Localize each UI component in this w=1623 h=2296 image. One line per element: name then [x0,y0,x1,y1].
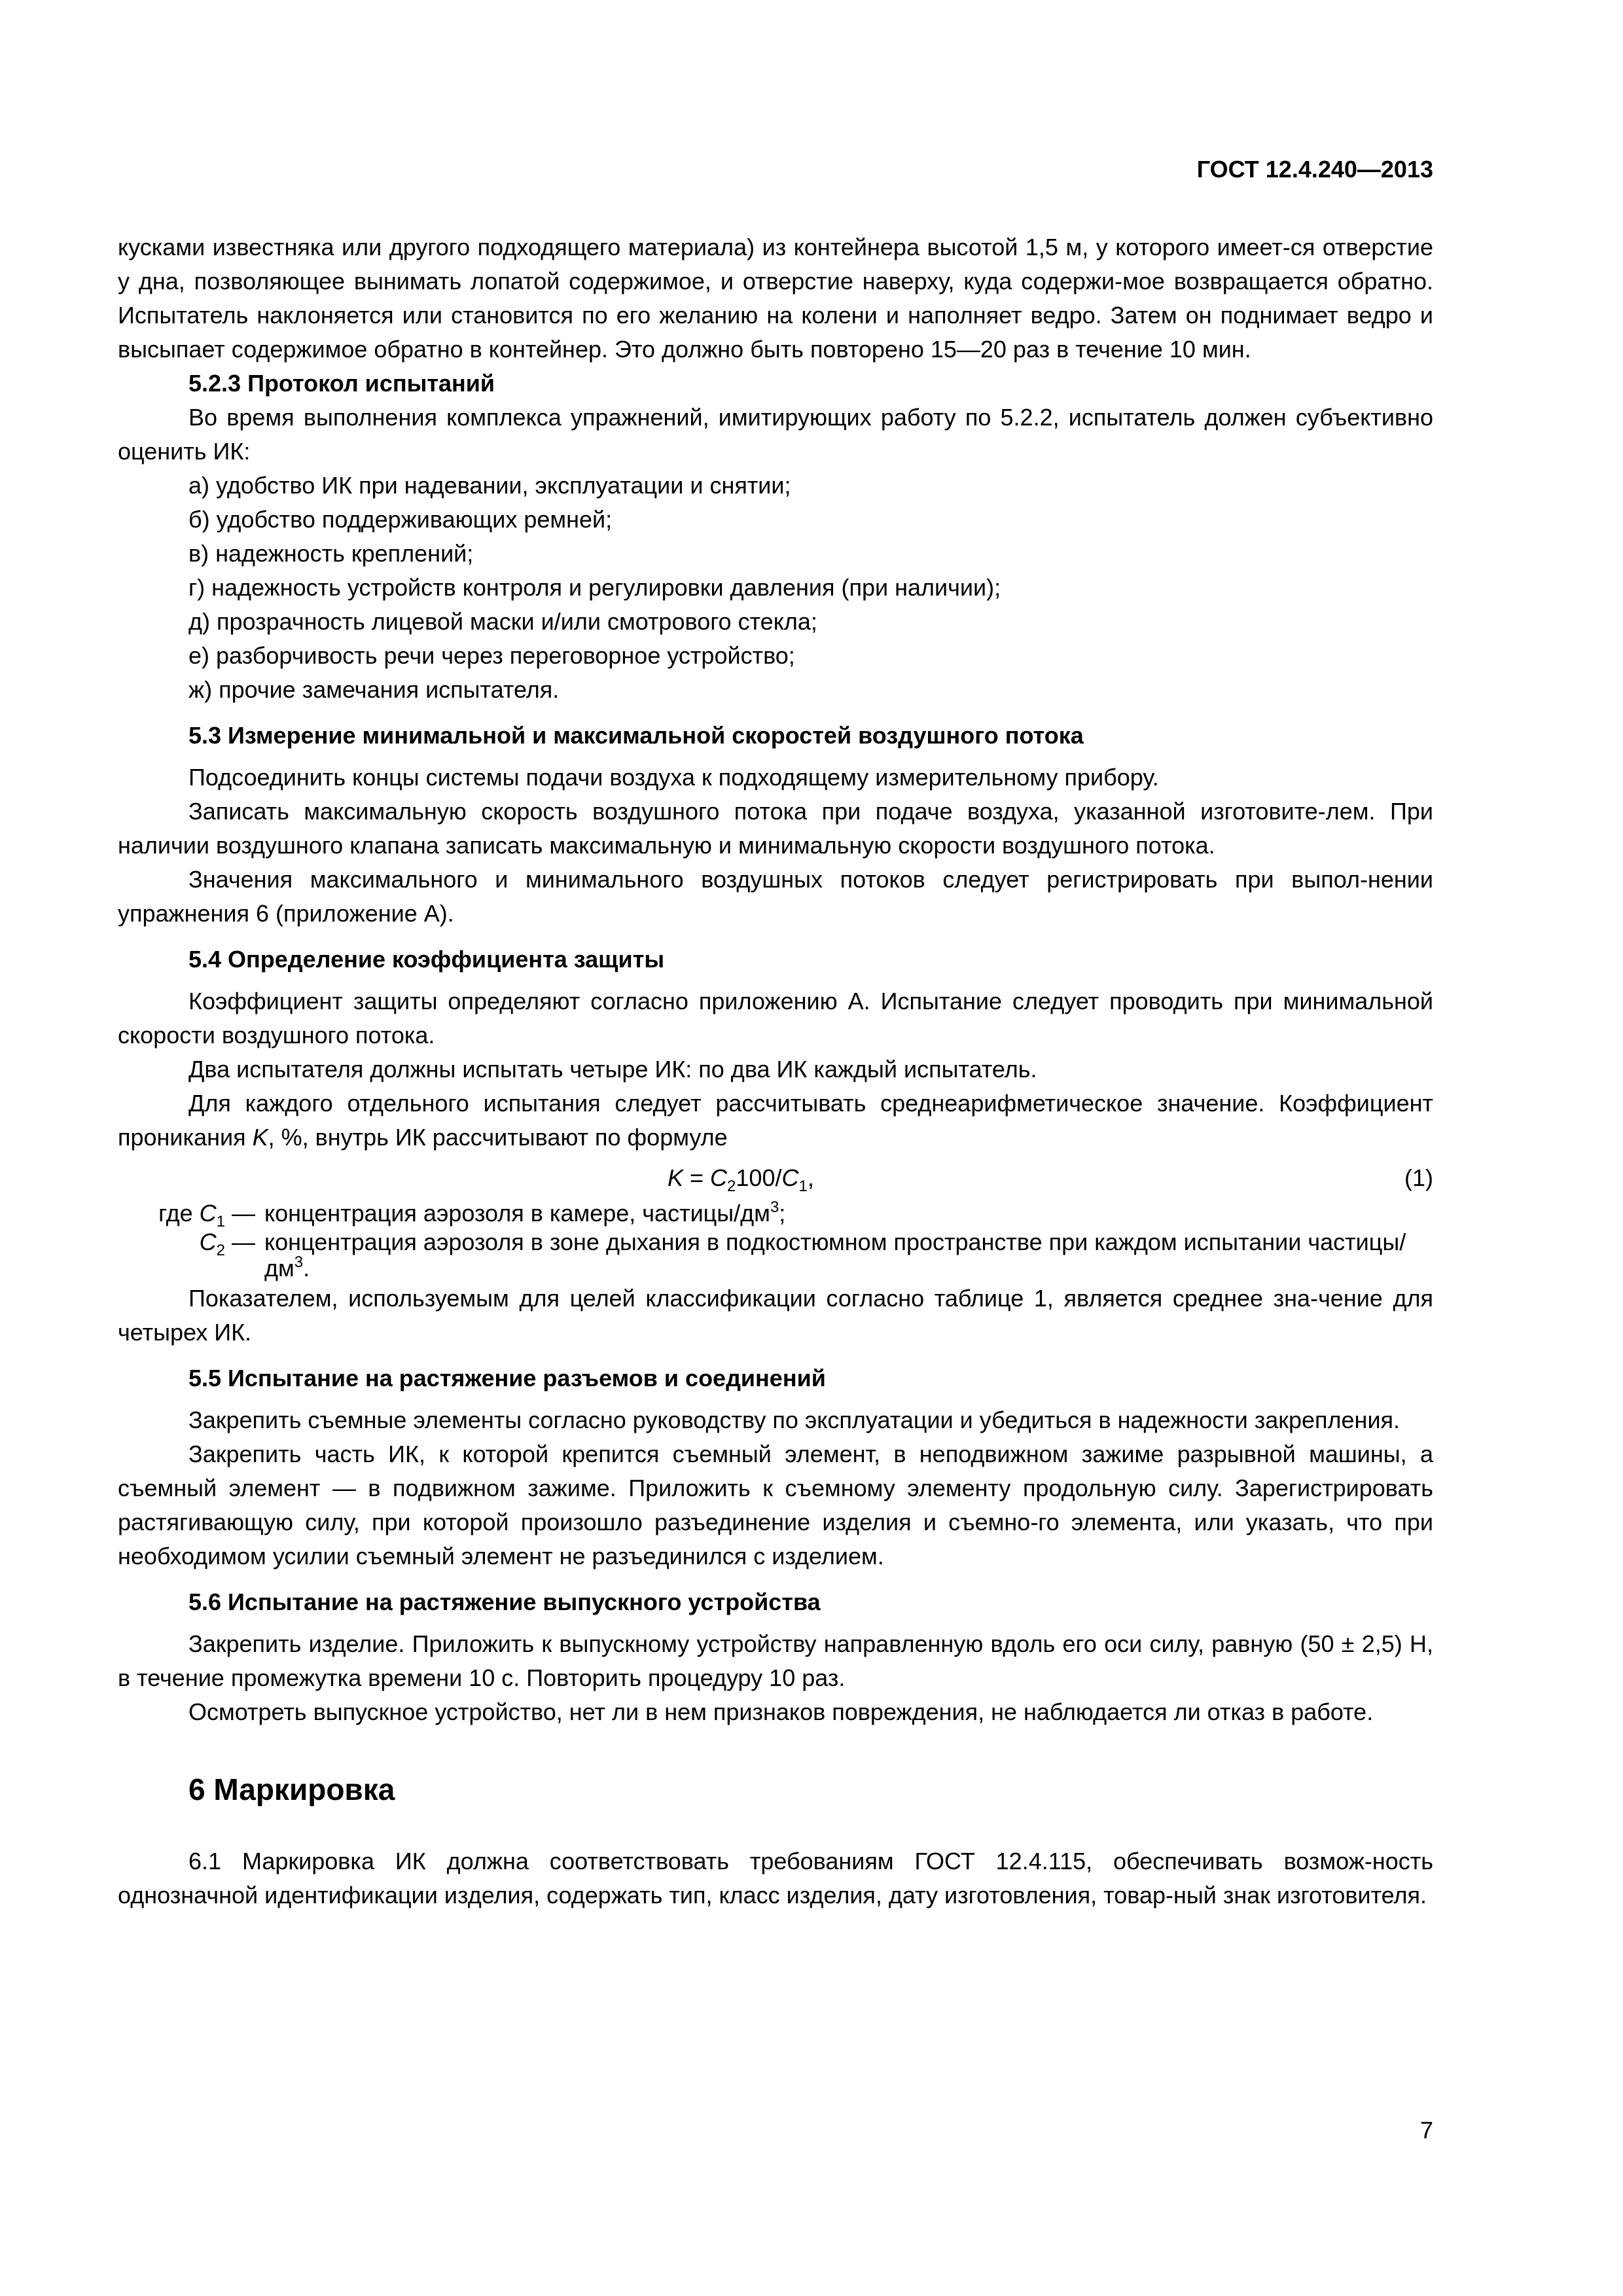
formula-expression [668,1158,814,1198]
definition-superscript: 3 [770,1198,779,1216]
document-code-header: ГОСТ 12.4.240—2013 [1196,156,1433,183]
formula-middle: 100/ [736,1164,782,1191]
definition-end: ; [779,1200,786,1227]
list-item: е) разборчивость речи через переговорное устройство; [188,642,795,669]
section-5-4-paragraph-2: Два испытателя должны испытать четыре ИК: по два ИК каждый испытатель. [188,1056,1037,1083]
formula-var-c1: C [781,1164,799,1191]
paragraph-continuation: кусками известняка или другого подходящего материала) из контейнера высотой 1,5 м, у которого имеет-ся отверстие у дна, позволяющее вынимать лопатой содержимое, и отверстие наверху, куда содержи-мое возвращается обратно. Испытатель наклоняется или становится по его желанию на колени и наполняет ведро. Затем он поднимает ведро и высыпает содержимое обратно в контейнер. Это должно быть повторено 15—20 раз в течение 10 мин. [118,234,1433,363]
section-5-3-title: 5.3 Измерение минимальной и максимальной скоростей воздушного потока [188,722,1084,749]
formula-subscript: 1 [798,1177,808,1195]
section-5-5-title: 5.5 Испытание на растяжение разъемов и соединений [188,1365,826,1391]
section-6-1-paragraph: 6.1 Маркировка ИК должна соответствовать требованиям ГОСТ 12.4.115, обеспечивать возмож-ность однозначной идентификации изделия, содержать тип, класс изделия, дату изготовления, товар-ный знак изготовителя. [118,1848,1433,1909]
formula-definition-c2 [118,1229,1433,1282]
formula-subscript: 2 [727,1177,736,1195]
section-5-2-3-intro: Во время выполнения комплекса упражнений, имитирующих работу по 5.2.2, испытатель должен субъективно оценить ИК: [118,404,1433,465]
section-5-6-paragraph-2: Осмотреть выпускное устройство, нет ли в нем признаков повреждения, не наблюдается ли отказ в работе. [188,1698,1374,1725]
section-5-4-paragraph-3 [118,1086,1433,1155]
definition-subscript: 1 [216,1213,225,1230]
section-5-4-title: 5.4 Определение коэффициента защиты [188,946,665,973]
section-5-6-title: 5.6 Испытание на растяжение выпускного устройства [188,1588,821,1615]
formula-equals: = [683,1164,711,1191]
section-5-5-paragraph-2: Закрепить часть ИК, к которой крепится съемный элемент, в неподвижном зажиме разрывной машины, а съемный элемент — в подвижном зажиме. Приложить к съемному элементу продольную силу. Зарегистрировать растягивающую силу, при которой произошло разъединение изделия и съемно-го элемента, или указать, что при необходимом усилии съемный элемент не разъединился с изделием. [118,1441,1433,1570]
section-5-6-paragraph-1: Закрепить изделие. Приложить к выпускному устройству направленную вдоль его оси силу, равную (50 ± 2,5) Н, в течение промежутка времени 10 с. Повторить процедуру 10 раз. [118,1630,1433,1691]
section-5-3-paragraph-2: Записать максимальную скорость воздушного потока при подаче воздуха, указанной изготовите-лем. При наличии воздушного клапана записать максимальную и минимальную скорости воздушного потока. [118,798,1433,859]
section-5-4-paragraph-4: Показателем, используемым для целей классификации согласно таблице 1, является среднее зна-чение для четырех ИК. [118,1285,1433,1346]
section-6-title: 6 Маркировка [188,1772,395,1806]
formula-1 [118,1158,1433,1198]
definition-label [118,1229,264,1282]
section-5-2-3-title: 5.2.3 Протокол испытаний [188,370,495,397]
definition-dash: — [224,1229,255,1255]
formula-definition-c1 [118,1198,1433,1230]
formula-var-c2: C [710,1164,728,1191]
formula-var-k: K [668,1164,684,1191]
definition-end: . [303,1255,310,1282]
definition-body: концентрация аэрозоля в камере, частицы/дм [264,1200,770,1227]
list-item: б) удобство поддерживающих ремней; [188,506,613,533]
formula-number: (1) [1404,1164,1433,1191]
where-prefix: где [158,1200,200,1227]
list-item: в) надежность креплений; [188,540,474,567]
definition-body: концентрация аэрозоля в зоне дыхания в подкостюмном пространстве при каждом испытании частицы/дм [264,1229,1406,1282]
page-number: 7 [1419,2117,1433,2144]
document-body [118,230,1433,1912]
list-item: г) надежность устройств контроля и регулировки давления (при наличии); [188,574,1001,601]
definition-subscript: 2 [216,1242,225,1259]
definition-variable: C [199,1200,217,1227]
paragraph-text: , %, внутрь ИК рассчитывают по формуле [268,1124,728,1151]
section-5-4-paragraph-1: Коэффициент защиты определяют согласно приложению А. Испытание следует проводить при минимальной скорости воздушного потока. [118,988,1433,1049]
variable-k: K [252,1124,268,1151]
list-item: д) прозрачность лицевой маски и/или смотрового стекла; [188,608,817,635]
definition-dash: — [224,1200,255,1227]
list-item: ж) прочие замечания испытателя. [188,676,560,703]
section-5-5-paragraph-1: Закрепить съемные элементы согласно руководству по эксплуатации и убедиться в надежности закрепления. [188,1407,1400,1433]
definition-superscript: 3 [294,1253,304,1271]
list-item: а) удобство ИК при надевании, эксплуатации и снятии; [188,472,791,499]
definition-text [264,1229,1433,1282]
definition-variable: C [199,1229,217,1255]
formula-tail: , [807,1164,814,1191]
definition-text [264,1200,1433,1227]
section-5-3-paragraph-1: Подсоединить концы системы подачи воздуха к подходящему измерительному прибору. [188,764,1159,791]
paragraph-text: Для каждого отдельного испытания следует рассчитывать среднеарифметическое значение. Коэффициент проникания [118,1090,1433,1151]
section-5-3-paragraph-3: Значения максимального и минимального воздушных потоков следует регистрировать при выпол-нении упражнения 6 (приложение А). [118,866,1433,927]
definition-label [118,1200,264,1230]
